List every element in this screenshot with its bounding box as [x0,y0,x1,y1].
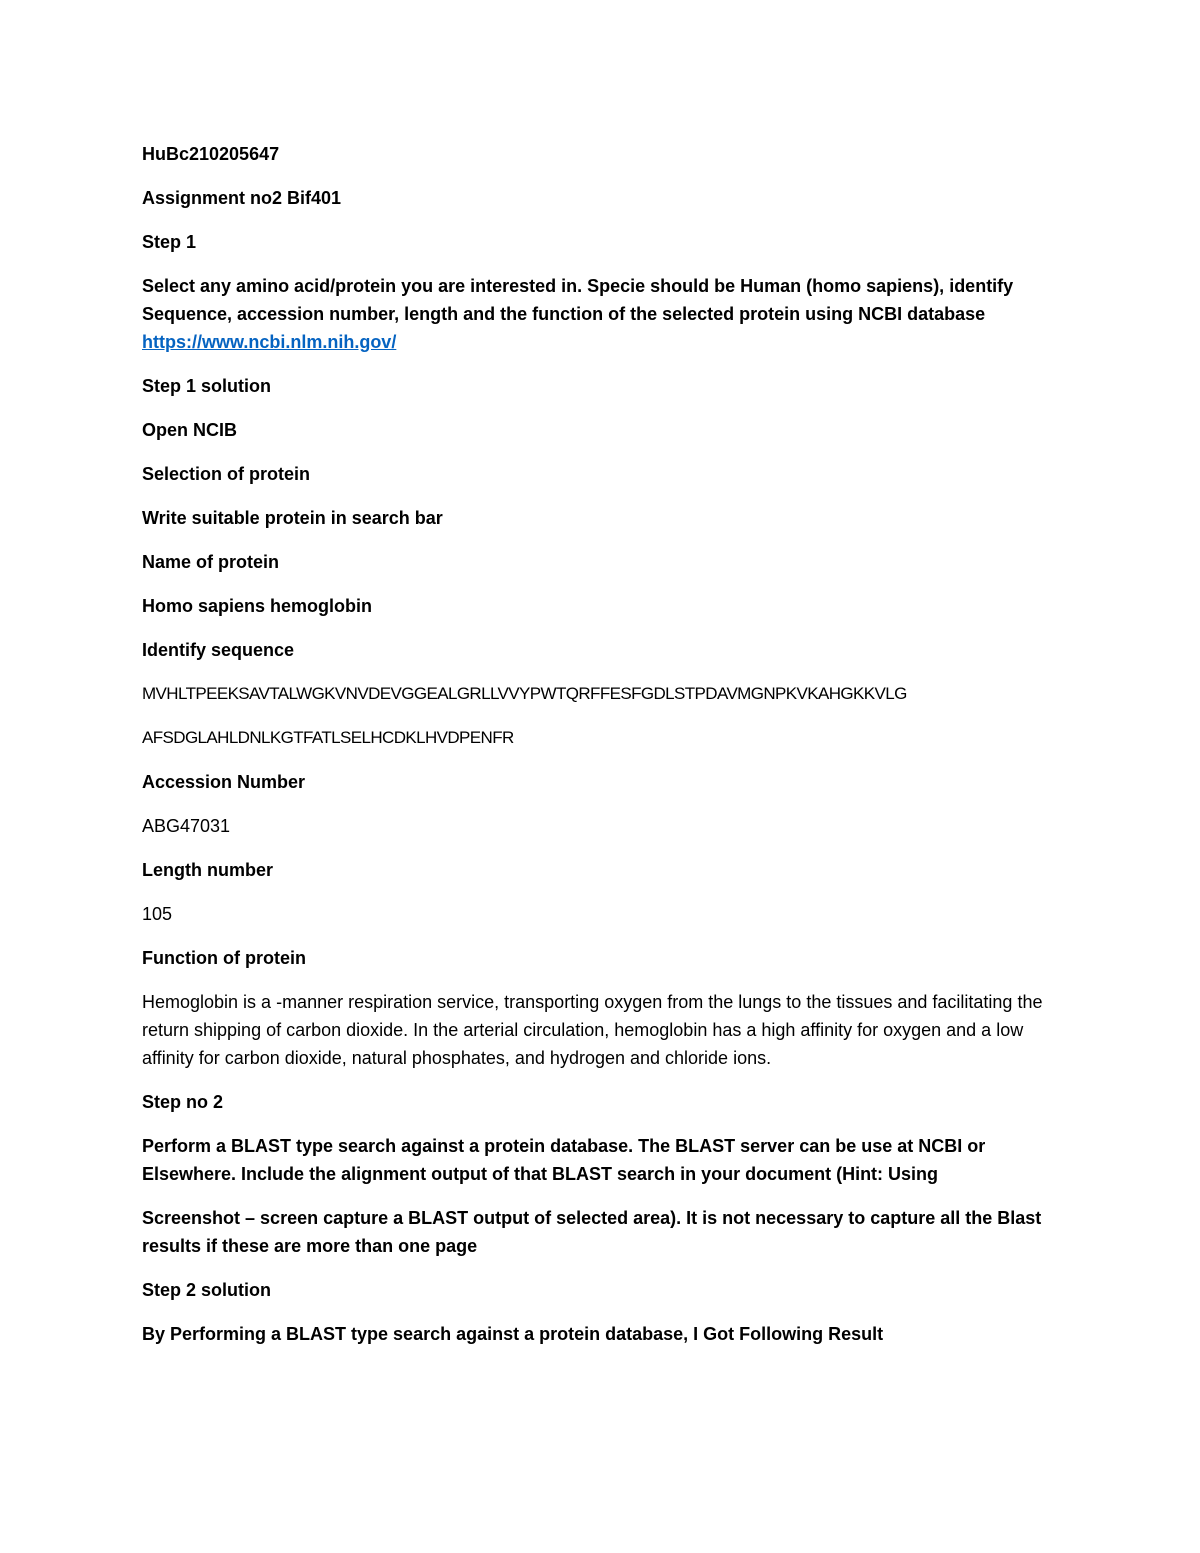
step2-prompt-part2: Screenshot – screen capture a BLAST output of selected area). It is not necessary to capture all the Blast results if these are more than one page [142,1208,1042,1256]
function-text: Hemoglobin is a -manner respiration service, transporting oxygen from the lungs to the tissues and facilitating the return shipping of carbon dioxide. In the arterial circulation, hemoglobin has a high affinity for oxygen and a low affinity for carbon dioxide, natural phosphates, and hydrogen and chloride ions. [142,992,1043,1068]
selection-of-protein-text: Selection of protein [142,464,311,484]
open-ncib-text: Open NCIB [142,420,238,440]
identify-sequence-label: Identify sequence [142,640,295,660]
ncbi-link[interactable]: https://www.ncbi.nlm.nih.gov/ [142,332,397,352]
name-of-protein-value: Homo sapiens hemoglobin [142,596,373,616]
step1-prompt [142,272,1062,356]
sequence-line-2: AFSDGLAHLDNLKGTFATLSELHCDKLHVDPENFR [142,728,514,747]
step2-solution-heading: Step 2 solution [142,1280,272,1300]
length-label: Length number [142,860,273,880]
document-page [142,140,1062,1364]
step1-prompt-text: Select any amino acid/protein you are interested in. Specie should be Human (homo sapiens), identify Sequence, accession number, length and the function of the selected protein using NCBI database [142,276,1014,324]
student-id: HuBc210205647 [142,144,280,164]
accession-value: ABG47031 [142,816,231,836]
accession-label: Accession Number [142,772,306,792]
step2-solution-text: By Performing a BLAST type search against a protein database, I Got Following Result [142,1324,884,1344]
length-value: 105 [142,904,173,924]
sequence-line-1: MVHLTPEEKSAVTALWGKVNVDEVGGEALGRLLVVYPWTQRFFESFGDLSTPDAVMGNPKVKAHGKKVLG [142,684,907,703]
name-of-protein-label: Name of protein [142,552,280,572]
step1-heading: Step 1 [142,232,197,252]
assignment-title: Assignment no2 Bif401 [142,188,342,208]
step1-solution-heading: Step 1 solution [142,376,272,396]
step2-heading: Step no 2 [142,1092,224,1112]
write-suitable-protein-text: Write suitable protein in search bar [142,508,443,528]
function-label: Function of protein [142,948,306,968]
step2-prompt-part1: Perform a BLAST type search against a protein database. The BLAST server can be use at NCBI or Elsewhere. Include the alignment output of that BLAST search in your document (Hint: Using [142,1136,986,1184]
